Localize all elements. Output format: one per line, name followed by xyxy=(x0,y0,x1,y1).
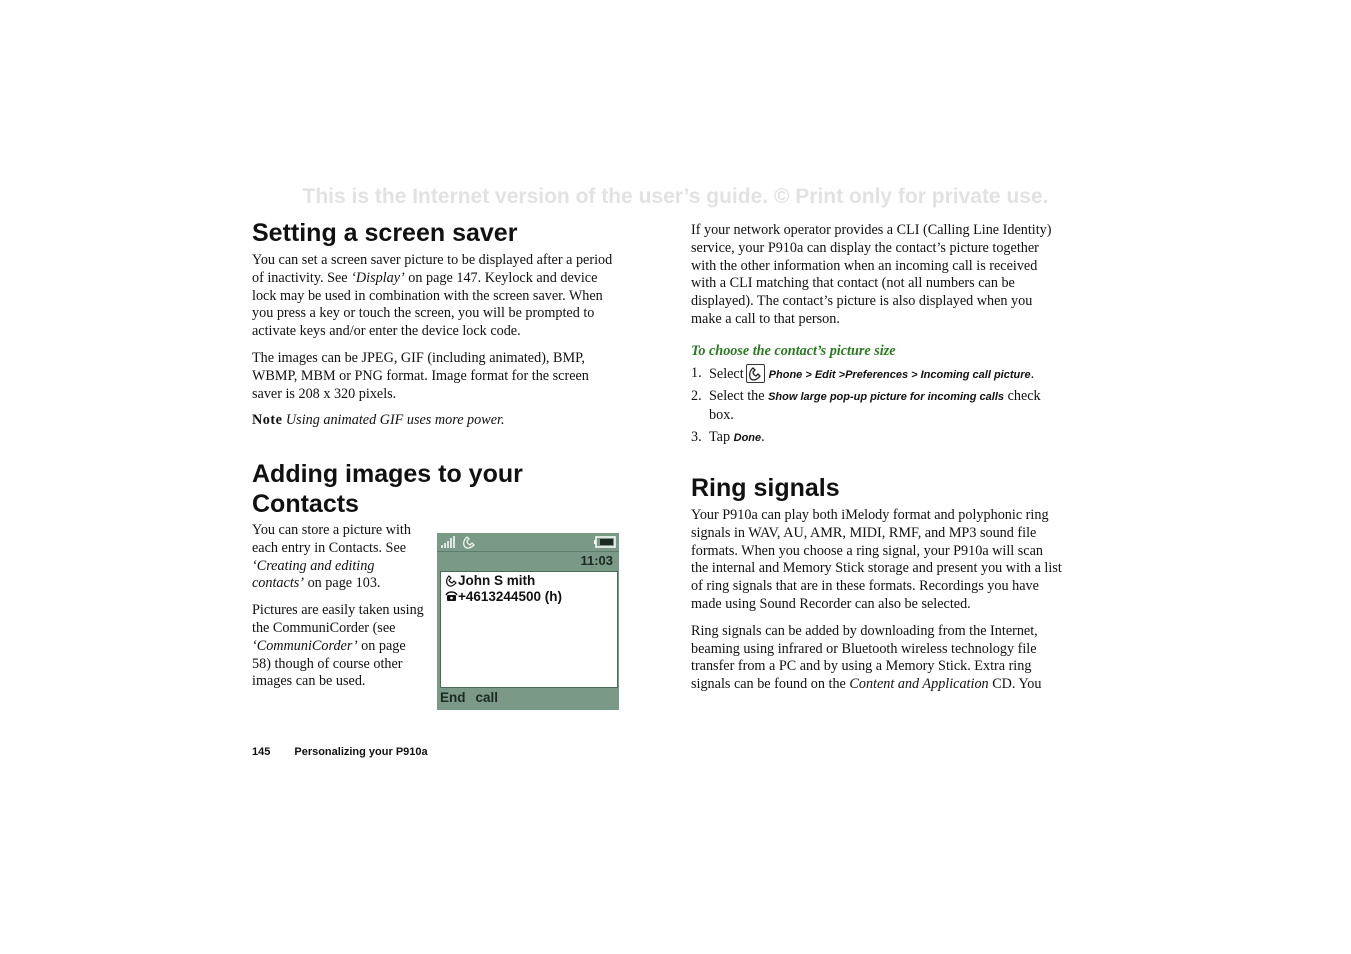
step-punct: . xyxy=(761,428,765,445)
phone-screen-illustration xyxy=(437,533,619,710)
content-cd-title: Content and Application xyxy=(849,676,989,693)
large-popup-checkbox-label: Show large pop-up picture for incoming calls xyxy=(768,391,1005,404)
ring-signals-heading: Ring signals xyxy=(691,474,840,502)
ring-paragraph-1: Your P910a can play both iMelody format and polyphonic ring signals in WAV, AU, AMR, MIDI, RMF, and MP3 sound file formats. When you choose a ring signal, your P910a will scan the internal and Memory Stick storage and present you with a list of ring signals that are in these formats. Recordings you have made using Sound Recorder can also be selected. xyxy=(691,507,1062,612)
step-number: 1. xyxy=(691,364,702,381)
watermark-text: This is the Internet version of the user’s guide. © Print only for private use. xyxy=(302,185,1049,208)
step-text: Tap xyxy=(709,428,731,445)
page-footer xyxy=(252,746,428,758)
step-punct: . xyxy=(1030,365,1035,382)
communicorder-reference: ‘CommuniCorder’ xyxy=(252,637,358,654)
screensaver-paragraph-1 xyxy=(252,252,622,341)
p1-text-a: You can set a screen saver picture to be displayed after a period of inactivity. See xyxy=(252,252,613,286)
contacts-heading xyxy=(252,459,622,519)
softkey-call: call xyxy=(475,690,499,705)
phone-icon xyxy=(462,535,476,549)
battery-icon xyxy=(594,536,616,548)
contacts-paragraph-1 xyxy=(252,522,424,593)
right-column xyxy=(691,222,1063,452)
phone-preferences-path: Phone > Edit >Preferences > Incoming call picture xyxy=(768,368,1031,381)
ring-p2-b: CD. You xyxy=(988,676,1042,693)
picture-size-steps xyxy=(691,365,1063,448)
caller-name-row xyxy=(445,573,535,588)
step-1 xyxy=(691,365,1063,385)
contacts-p2-a: Pictures are easily taken using the CommuniCorder (see xyxy=(252,602,424,636)
step-text: Select the xyxy=(709,388,765,405)
phone-clock: 11:03 xyxy=(580,553,613,568)
screensaver-paragraph-2: The images can be JPEG, GIF (including animated), BMP, WBMP, MBM or PNG format. Image format for the screen saver is 208 x 320 pixels. xyxy=(252,349,589,402)
done-label: Done xyxy=(733,431,762,444)
softkey-end: End xyxy=(440,690,466,705)
call-icon xyxy=(445,574,458,587)
creating-contacts-reference: ‘Creating and editing contacts’ xyxy=(252,557,375,592)
ring-p2-a: Ring signals can be added by downloading from the Internet, beaming using infrared or Bluetooth wireless technology file transfer from a PC and by using a Memory Stick. Extra ring signals can be found on the xyxy=(691,622,1038,693)
signal-icon xyxy=(440,535,456,549)
step-text: Select xyxy=(709,365,744,382)
phone-app-button-icon xyxy=(746,364,765,383)
contacts-heading-block xyxy=(252,459,622,519)
phone-incoming-call-panel xyxy=(440,571,618,688)
contacts-heading-line-2: Contacts xyxy=(252,490,359,518)
phone-status-bar xyxy=(437,533,619,552)
p1-text-b: on page 147. Keylock and device lock may be used in combination with the screen saver. When you press a key or touch the screen, you will be prompted to activate keys and/or enter the device lock code. xyxy=(252,269,603,340)
step-suffix: check box. xyxy=(709,388,1041,423)
contacts-heading-line-1: Adding images to your xyxy=(252,460,523,488)
home-phone-icon xyxy=(445,590,458,603)
ring-paragraph-2 xyxy=(691,623,1063,694)
screensaver-note xyxy=(252,412,622,430)
screensaver-heading: Setting a screen saver xyxy=(252,219,518,247)
step-number: 3. xyxy=(691,428,702,445)
step-number: 2. xyxy=(691,388,702,405)
caller-number: +4613244500 (h) xyxy=(458,589,562,604)
caller-name: John S mith xyxy=(458,573,536,588)
footer-section-title: Personalizing your P910a xyxy=(294,746,428,758)
ring-signals-section xyxy=(691,473,1063,694)
step-2 xyxy=(691,388,1063,425)
caller-number-row xyxy=(445,589,562,604)
step-3 xyxy=(691,429,1063,448)
contacts-p1-b: on page 103. xyxy=(304,575,381,592)
note-label: Note xyxy=(252,412,283,429)
contacts-text xyxy=(252,522,424,691)
contacts-p2-b: on page 58) though of course other images can be used. xyxy=(252,637,406,690)
cli-paragraph: If your network operator provides a CLI (Calling Line Identity) service, your P910a can display the contact’s picture together with the other information when an incoming call is received with a CLI matching that contact (not all numbers can be displayed). The contact’s picture is also displayed when you make a call to that person. xyxy=(691,222,1052,327)
display-reference: ‘Display’ xyxy=(351,269,405,286)
note-text: Using animated GIF uses more power. xyxy=(285,412,505,429)
page-number: 145 xyxy=(252,746,271,758)
phone-softkeys xyxy=(440,690,498,705)
screensaver-section xyxy=(252,218,622,430)
picture-size-subheading: To choose the contact’s picture size xyxy=(691,342,896,359)
contacts-p1-a: You can store a picture with each entry in Contacts. See xyxy=(252,522,411,556)
contacts-paragraph-2 xyxy=(252,602,424,691)
